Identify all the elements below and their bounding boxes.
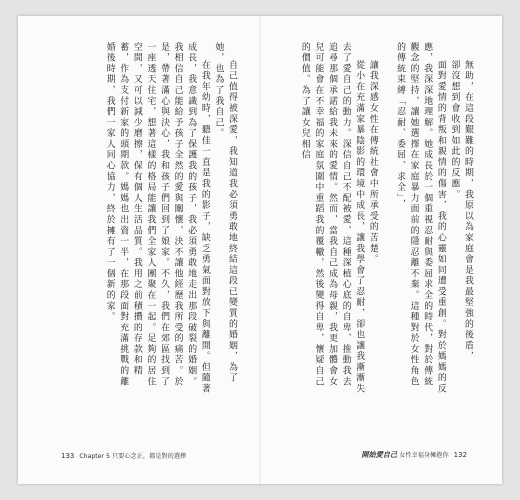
- right-page-number: 132: [453, 451, 467, 459]
- right-running-head: 開始愛自己: [361, 450, 398, 459]
- book-gutter: [259, 16, 261, 484]
- right-paragraph-4: 讓我深感女性在傳統社會中所承受的苦楚。: [367, 59, 378, 265]
- right-page-footer: [361, 450, 470, 460]
- left-running-head: Chapter 5 只要心念正，都是對的選擇: [79, 453, 187, 460]
- right-page-body: [284, 42, 474, 396]
- right-paragraph-5: 從小在充滿家暴陰影的環境中成長，讓我學會了忍耐，卻也讓我漸漸失去了愛自己的動力。深信自己不配被愛，這種深植心底的自卑，推動我去追尋那個承諾給我未來的愛情。然而，當我自己成為母親，我更加體會女兒可能會在不幸福的家庭氛圍中重蹈我的覆轍，然後變得自卑，懷疑自己的價值。為了讓女兒相信: [299, 42, 365, 395]
- book-spread: [18, 16, 502, 484]
- left-page-body: [60, 42, 238, 396]
- right-paragraph-1: 無助，在這段艱難的時期，我原以為家庭會是我最堅強的後盾，: [463, 59, 473, 362]
- left-paragraph-2: 在我年幼時，聽佳一直是我的影子，缺乏勇氣面對放下與離開。但隨著成長，我意識到為了保護我的孩子，我必須勇敢地走出那段破裂的婚姻。我相信自己能給予孩子全然的愛與關懷，決不讓他經歷我所受的痛苦。於是，帶著滿心與決心，我和孩子們回到了娘家。不久，我們在郊區找到了一座透天住宅，想著這樣的格局能讓我們全家人團聚在一起。足夠的居住空間，又可以減少磨擦，保有個人生活品質。我用之前積攢的存款和精蓄，作為支付新家的頭期款。媽媽也出資一半，在那段面對充滿挑戰的離婚後時期，我們一家人同心協力，終於擁有了一個新的家。: [104, 42, 210, 395]
- right-running-head-sub: 女性幸福身擁抱你: [399, 452, 449, 459]
- right-paragraph-3: 面對愛情的背叛和親情的傷害，我的心靈如同遭受重創。對於媽媽的反應，我深深地理解。她成長於一個重視忍耐與委屈求全的時代，對於傳統觀念的堅持，讓她選擇在家庭暴力面前的隱忍離不棄。這種對於女性角色的傳統束縛「忍耐、委屈、求全」，: [395, 42, 446, 395]
- left-page-footer: [58, 451, 186, 460]
- left-paragraph-1: 自己值得被深愛，我知道我必須勇敢地終結這段已變質的婚姻，為了她，也為了我自己。: [213, 42, 237, 384]
- left-page-number: 133: [61, 452, 75, 460]
- right-paragraph-2: 卻沒想到會收到如此的反應。: [449, 59, 460, 201]
